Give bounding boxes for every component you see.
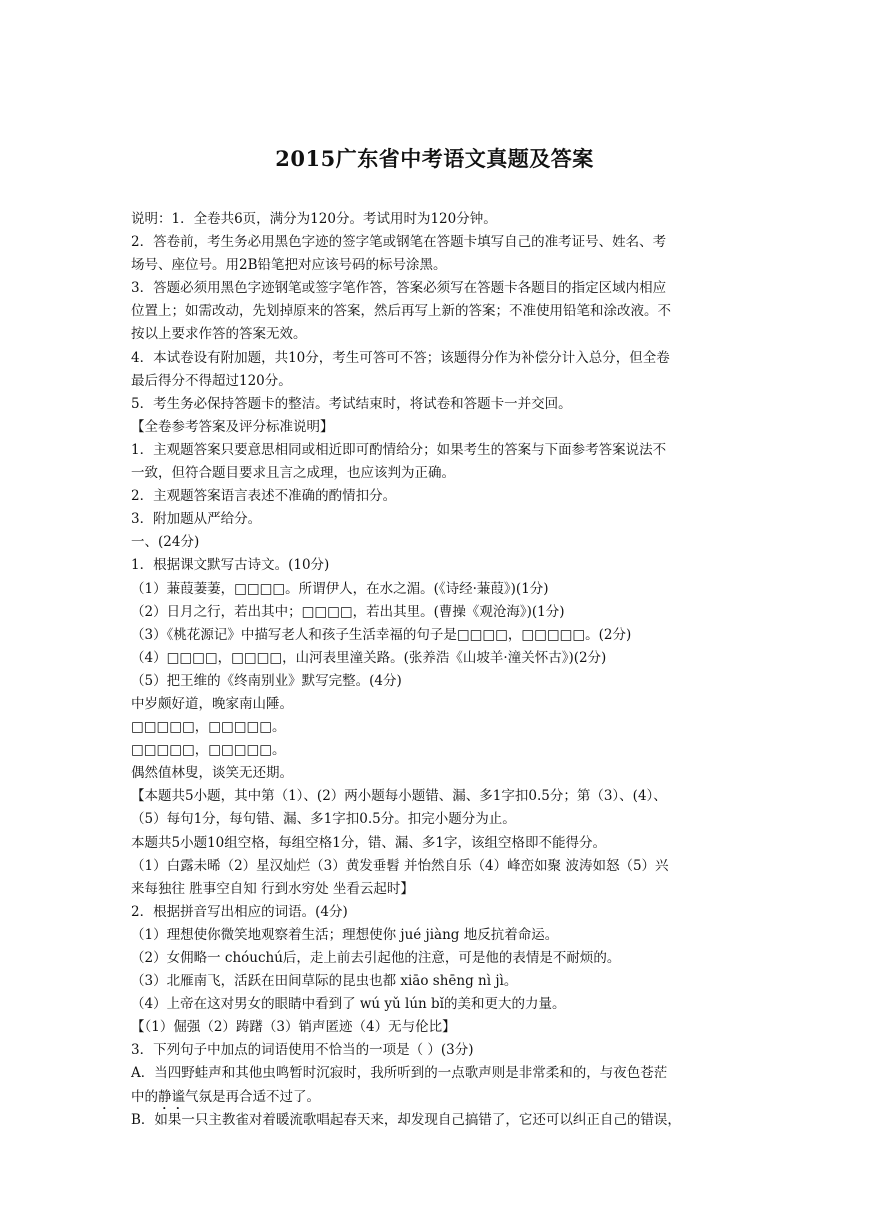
text-line: 3．下列句子中加点的词语使用不恰当的一项是（ ）(3分): [131, 1042, 474, 1059]
text-line: 2．主观题答案语言表述不准确的酌情扣分。: [131, 488, 397, 505]
text-line: 5．考生务必保持答题卡的整洁。考试结束时，将试卷和答题卡一并交回。: [131, 395, 572, 412]
text-line: （4）□□□□，□□□□，山河表里潼关路。(张养浩《山坡羊·潼关怀古》)(2分): [131, 649, 607, 666]
text-line: 1．主观题答案只要意思相同或相近即可酌情给分；如果考生的答案与下面参考答案说法不: [131, 441, 667, 458]
dotted-word: 静谧: [158, 1088, 185, 1105]
text-line: （1）白露未晞（2）星汉灿烂（3）黄发垂髫 并怡然自乐（4）峰峦如聚 波涛如怒（5）兴: [131, 857, 669, 874]
text-fragment: 气氛是再合适不过了。: [185, 1088, 320, 1105]
text-line: 3．附加题从严给分。: [131, 511, 262, 528]
text-line: （2）女佣略一 chóuchú后，走上前去引起他的注意，可是他的表情是不耐烦的。: [131, 950, 621, 966]
text-line: 1．根据课文默写古诗文。(10分): [131, 557, 330, 574]
text-line: 2．根据拼音写出相应的词语。(4分): [131, 903, 348, 920]
text-line: 偶然值林叟，谈笑无还期。: [131, 765, 293, 782]
text-fragment: 中的: [131, 1088, 158, 1105]
text-line: 本题共5小题10组空格，每组空格1分，错、漏、多1字，该组空格即不能得分。: [131, 834, 606, 851]
text-line: 一致，但符合题目要求且言之成理，也应该判为正确。: [131, 465, 455, 482]
text-line: 【本题共5小题，其中第（1）、(2）两小题每小题错、漏、多1字扣0.5分；第（3）、(4）、: [131, 788, 667, 805]
text-line: 来每独往 胜事空自知 行到水穷处 坐看云起时】: [131, 880, 414, 897]
text-line: 场号、座位号。用2B铅笔把对应该号码的标号涂黑。: [131, 257, 447, 274]
text-line: （3）《桃花源记》中描写老人和孩子生活幸福的句子是□□□□，□□□□□。(2分): [131, 626, 632, 643]
text-line: 中岁颇好道，晚家南山陲。: [131, 695, 293, 712]
text-line: 【（1）倔强（2）踌躇（3）销声匿迹（4）无与伦比】: [131, 1019, 456, 1036]
text-line-b: B．如果一只主教雀对着暖流歌唱起春天来，却发现自己搞错了，它还可以纠正自己的错误，: [131, 1111, 681, 1128]
text-line: A．当四野蛙声和其他虫鸣暂时沉寂时，我所听到的一点歌声则是非常柔和的，与夜色苍茫: [131, 1065, 668, 1082]
document-title: 2015广东省中考语文真题及答案: [275, 146, 594, 171]
text-line: 说明：1．全卷共6页，满分为120分。考试用时为120分钟。: [131, 211, 497, 227]
text-line: （1）理想使你微笑地观察着生活；理想使你 jué jiàng 地反抗着命运。: [131, 926, 559, 943]
text-line: （5）把王维的《终南别业》默写完整。(4分): [131, 672, 402, 689]
text-line: 【全卷参考答案及评分标准说明】: [131, 418, 334, 435]
text-line: 4．本试卷设有附加题，共10分，考生可答可不答；该题得分作为补偿分计入总分，但全卷: [131, 349, 670, 366]
text-line: 最后得分不得超过120分。: [131, 372, 292, 389]
text-line: （5）每句1分，每句错、漏、多1字扣0.5分。扣完小题分为止。: [131, 811, 516, 828]
text-line: （1）蒹葭萋萋，□□□□。所谓伊人，在水之湄。(《诗经·蒹葭》)(1分): [131, 580, 549, 597]
text-line: （2）日月之行，若出其中；□□□□，若出其里。(曹操《观沧海》)(1分): [131, 603, 565, 620]
text-line: 按以上要求作答的答案无效。: [131, 326, 307, 343]
text-line: （3）北雁南飞，活跃在田间草际的昆虫也都 xiāo shēng nì jì。: [131, 973, 518, 990]
text-line: （4）上帝在这对男女的眼睛中看到了 wú yǔ lún bǐ的美和更大的力量。: [131, 996, 566, 1013]
text-line: 一、(24分): [131, 534, 200, 551]
document-body: [131, 208, 743, 1132]
text-line: □□□□□，□□□□□。: [131, 719, 286, 736]
text-line: 2．答卷前，考生务必用黑色字迹的签字笔或钢笔在答题卡填写自己的准考证号、姓名、考: [131, 234, 667, 251]
text-line: 位置上；如需改动，先划掉原来的答案，然后再写上新的答案；不准使用铅笔和涂改液。不: [131, 303, 671, 320]
text-lines: [131, 208, 743, 1086]
text-line-a2: [131, 1086, 743, 1109]
text-line: 3．答题必须用黑色字迹钢笔或签字笔作答，答案必须写在答题卡各题目的指定区域内相应: [131, 280, 667, 297]
text-line: □□□□□，□□□□□。: [131, 742, 286, 759]
